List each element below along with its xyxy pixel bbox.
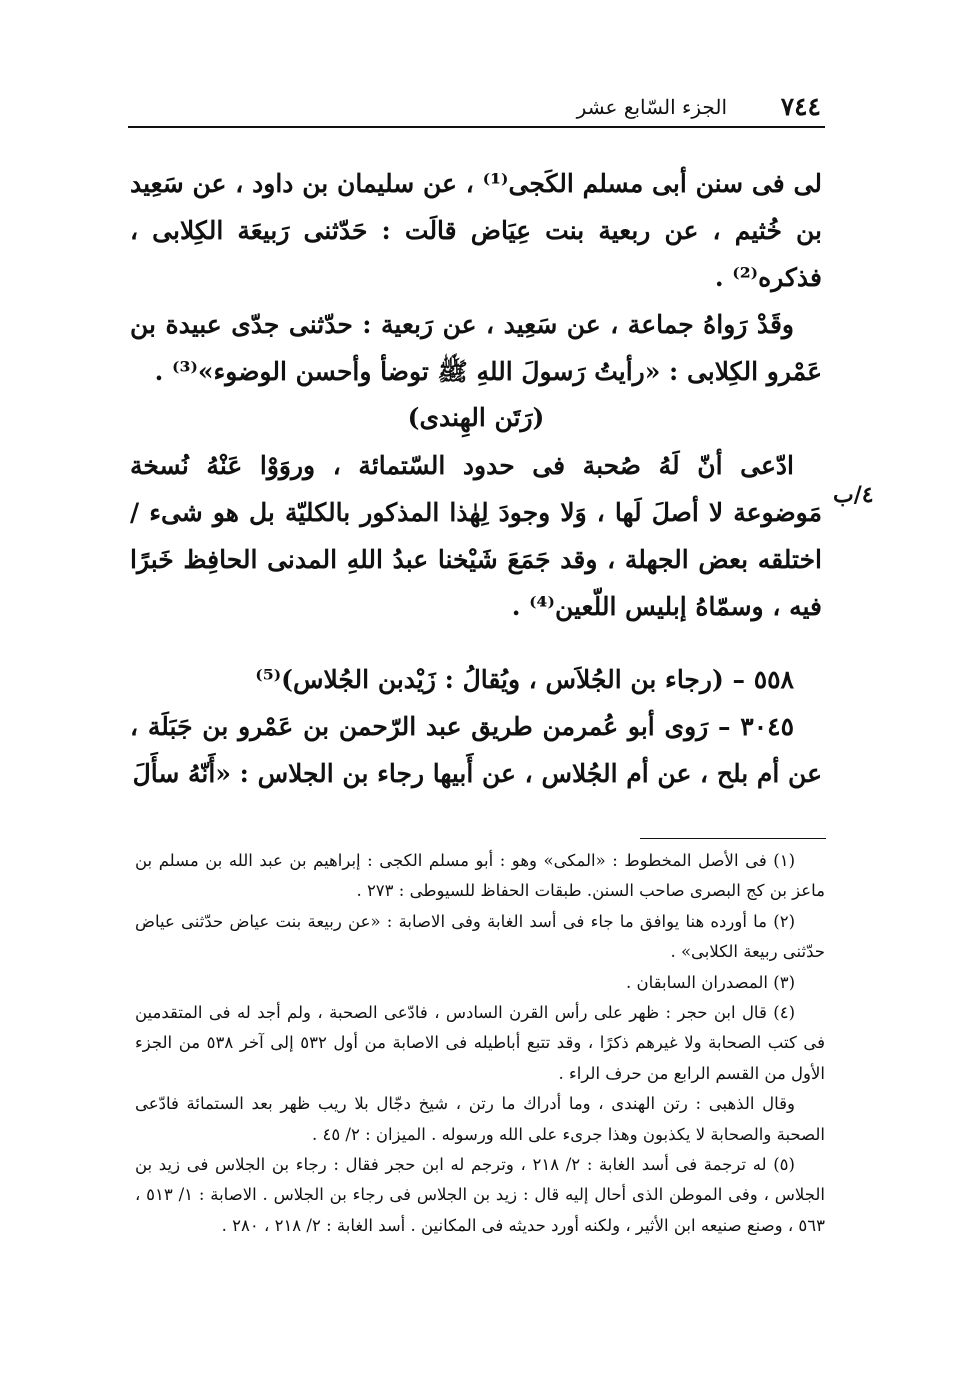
entry-3045-hadith: ٣٠٤٥ – رَوى أبو عُمرمن طريق عبد الرّحمن بن عَمْرو بن جَبَلَة ، عن أم بلح ، عن أم الجُلاس ، عن أَبيها رجاء بن الجلاس : «أَنّهُ سأَلَ xyxy=(130,712,822,788)
footnote-rule xyxy=(640,838,826,839)
footnote-3: (٣) المصدران السابقان . xyxy=(626,972,795,992)
heading-ratan-text: (رَتَن الهِندى) xyxy=(407,403,545,432)
entry-heading-ratan xyxy=(130,394,822,441)
header-rule xyxy=(128,126,825,128)
paragraph-ratan: ادّعى أنّ لَهُ صُحبة فى حدود السّتمائة ، وروَوْا عَنْهُ نُسخة مَوضوعة لا أصلَ لَها ، وَلا وجودَ لِهٰذا المذكور بالكليّة بل هو شىء / اختلقه بعض الجهلة ، وقد جَمَعَ شَيْخنا عبدُ اللهِ المدنى الحافِظ خَبرًا فيه ، وسمّاهُ إبليس اللّعين⁽⁴⁾ . xyxy=(130,451,822,621)
page-header xyxy=(128,92,823,126)
footnote-4-continued: وقال الذهبى : رتن الهندى ، وما أدراك ما رتن ، شيخ دجّال بلا ريب ظهر بعد الستمائة فادّعى الصحبة والصحابة لا يكذبون وهذا جرىء على الله ورسوله . الميزان : ٢/ ٤٥ . xyxy=(135,1094,825,1144)
page-number: ٧٤٤ xyxy=(780,92,821,121)
manuscript-folio-note: ٤/ب xyxy=(833,482,874,508)
footnote-5: (٥) له ترجمة فى أسد الغابة : ٢/ ٢١٨ ، وترجم له ابن حجر فقال : رجاء بن الجلاس فى زيد بن الجلاس ، وفى الموطن الذى أحال إليه قال : زيد بن الجلاس فى رجاء بن الجلاس . الاصابة : ١/ ٥١٣ ، ٥٦٣ ، وصنع صنيعه ابن الأثير ، ولكنه أورد حديثه فى المكانين . أسد الغابة : ٢/ ٢١٨ ، ٢٨٠ . xyxy=(135,1155,825,1235)
footnote-1: (١) فى الأصل المخطوط : «المكى» وهو : أبو مسلم الكجى : إبراهيم بن عبد الله بن مسلم بن ماعز بن كج البصرى صاحب السنن. طبقات الحفاظ للسيوطى : ٢٧٣ . xyxy=(135,851,825,901)
paragraph-rabia-chain: لى فى سنن أبى مسلم الكَجى⁽¹⁾ ، عن سليمان بن داود ، عن سَعِيد بن خُثيم ، عن ربعية بنت عِيَاض قالَت : حَدّثنى رَبيعَة الكِلابى ، فذكره⁽²⁾ . xyxy=(130,169,822,292)
paragraph-rabia-narration: وقَدْ رَواهُ جماعة ، عن سَعِيد ، عن رَبعية : حدّثنى جدّى عبيدة بن عَمْرو الكِلابى : «رأيتُ رَسولَ اللهِ ﷺ توضأ وأحسن الوضوء»⁽³⁾ . xyxy=(130,310,822,386)
footnote-4: (٤) قال ابن حجر : ظهر على رأس القرن السادس ، فادّعى الصحبة ، ولم أجد له فى المتقدمين فى كتب الصحابة ولا غيرهم ذكرًا ، وقد تتبع أباطيله فى الاصابة من أول ٥٣٢ إلى آخر ٥٣٨ من الجزء الأول من القسم الرابع من حرف الراء . xyxy=(135,1003,826,1083)
footnotes xyxy=(135,846,825,1241)
main-text-block-1 xyxy=(130,160,822,395)
entry-558-heading: ٥٥٨ – (رجاء بن الجُلاَس ، ويُقالُ : زَيْدبن الجُلاس)⁽⁵⁾ xyxy=(255,665,794,694)
running-title: الجزء السّابع عشر xyxy=(576,95,727,119)
main-text-block-3 xyxy=(130,656,822,797)
main-text-block-2 xyxy=(130,442,822,630)
footnote-2: (٢) ما أورده هنا يوافق ما جاء فى أسد الغابة وفى الاصابة : «عن ربيعة بنت عياض حدّثنى عياض حدّثنى ربيعة الكلابى» . xyxy=(135,911,825,962)
